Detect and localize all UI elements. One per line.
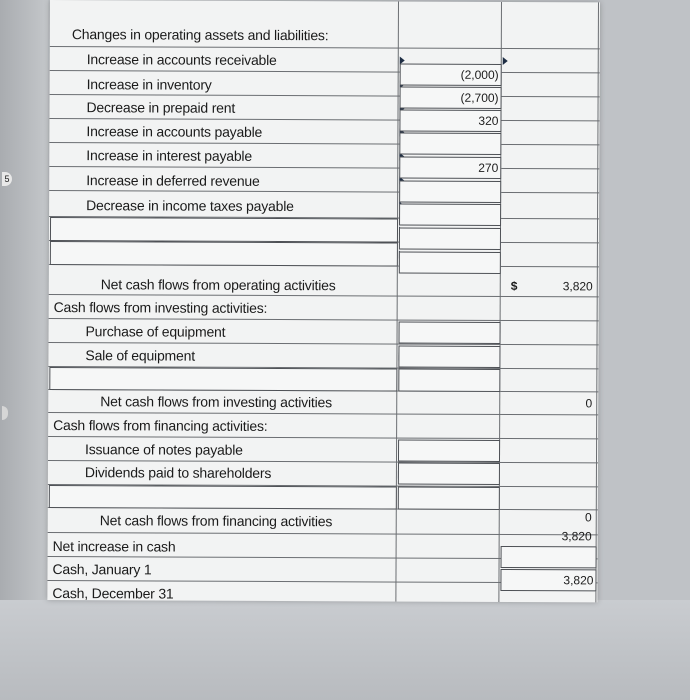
item-label: Decrease in income taxes payable (86, 197, 294, 215)
table-row (50, 47, 600, 73)
amount-input-interest[interactable] (399, 157, 501, 179)
net-financing-label: Net cash flows from financing activities (99, 512, 333, 530)
net-increase-value: 3,820 (561, 529, 592, 544)
label-input[interactable] (49, 367, 397, 392)
cash-dec-label: Cash, December 31 (52, 585, 174, 602)
page-edge-tab: 5 (2, 172, 12, 186)
amount-input-purchase-equipment[interactable] (399, 322, 501, 344)
operating-heading: Changes in operating assets and liabilities: (71, 26, 329, 44)
amount-input-blank-1[interactable] (399, 228, 501, 250)
item-label: Issuance of notes payable (85, 441, 243, 458)
blank-entry-row (48, 367, 598, 392)
table-row (50, 71, 600, 97)
amount-value: 270 (478, 160, 499, 175)
net-operating-label: Net cash flows from operating activities (100, 276, 336, 294)
blank-entry-row (49, 241, 599, 267)
amount-input-deferred[interactable] (399, 181, 501, 203)
currency-symbol: $ (510, 279, 518, 294)
background-left (0, 0, 48, 700)
item-label: Sale of equipment (85, 347, 195, 364)
amount-input-notes-payable[interactable] (398, 440, 500, 462)
cash-flow-worksheet (47, 0, 600, 602)
amount-input-receivable[interactable] (400, 64, 502, 86)
label-input[interactable] (49, 485, 397, 510)
net-investing-row (48, 390, 598, 415)
table-row (49, 167, 599, 193)
amount-input-blank-3[interactable] (398, 369, 500, 392)
amount-input-blank-4[interactable] (398, 487, 500, 510)
net-operating-value: 3,820 (562, 279, 593, 294)
table-row (48, 461, 598, 487)
amount-value: (2,700) (460, 90, 499, 105)
net-investing-value: 0 (585, 396, 593, 411)
cash-jan-label: Cash, January 1 (52, 561, 152, 578)
net-financing-value: 0 (585, 510, 592, 525)
item-label: Increase in deferred revenue (86, 172, 260, 189)
table-row (48, 437, 598, 463)
cash-jan-input[interactable] (501, 546, 597, 568)
table-row (49, 95, 599, 121)
item-label: Decrease in prepaid rent (86, 99, 236, 116)
table-row (49, 143, 599, 169)
net-investing-label: Net cash flows from investing activities (100, 393, 332, 411)
item-label: Increase in accounts receivable (86, 51, 277, 68)
label-input[interactable] (50, 217, 398, 243)
table-row (49, 119, 599, 145)
item-label: Increase in inventory (86, 76, 212, 93)
amount-input-payable[interactable] (399, 133, 501, 155)
table-row (49, 319, 599, 345)
amount-value: (2,000) (460, 67, 499, 82)
operating-heading-row (50, 22, 600, 49)
amount-input-prepaid[interactable] (399, 110, 501, 132)
background-bottom (0, 600, 690, 700)
item-label: Dividends paid to shareholders (84, 464, 272, 481)
financing-heading: Cash flows from financing activities: (53, 417, 268, 434)
row-marker (503, 57, 508, 65)
item-label: Purchase of equipment (85, 323, 226, 340)
amount-input-inventory[interactable] (400, 87, 502, 109)
cash-dec-input[interactable] (500, 569, 596, 591)
amount-input-sale-equipment[interactable] (398, 346, 500, 368)
amount-input-dividends[interactable] (398, 463, 500, 485)
net-financing-row (48, 508, 598, 535)
blank-entry-row (49, 217, 599, 243)
blank-entry-row (48, 485, 598, 510)
label-input[interactable] (50, 241, 398, 267)
investing-heading: Cash flows from investing activities: (53, 299, 268, 316)
cash-dec-value: 3,820 (563, 573, 594, 588)
financing-heading-row (48, 413, 598, 439)
item-label: Increase in interest payable (86, 147, 252, 164)
amount-value: 320 (478, 113, 499, 128)
net-operating-row (49, 268, 599, 297)
table-row (49, 191, 599, 219)
investing-heading-row (49, 295, 599, 321)
net-increase-label: Net increase in cash (52, 538, 176, 555)
item-label: Increase in accounts payable (86, 123, 263, 140)
table-row (48, 343, 598, 369)
